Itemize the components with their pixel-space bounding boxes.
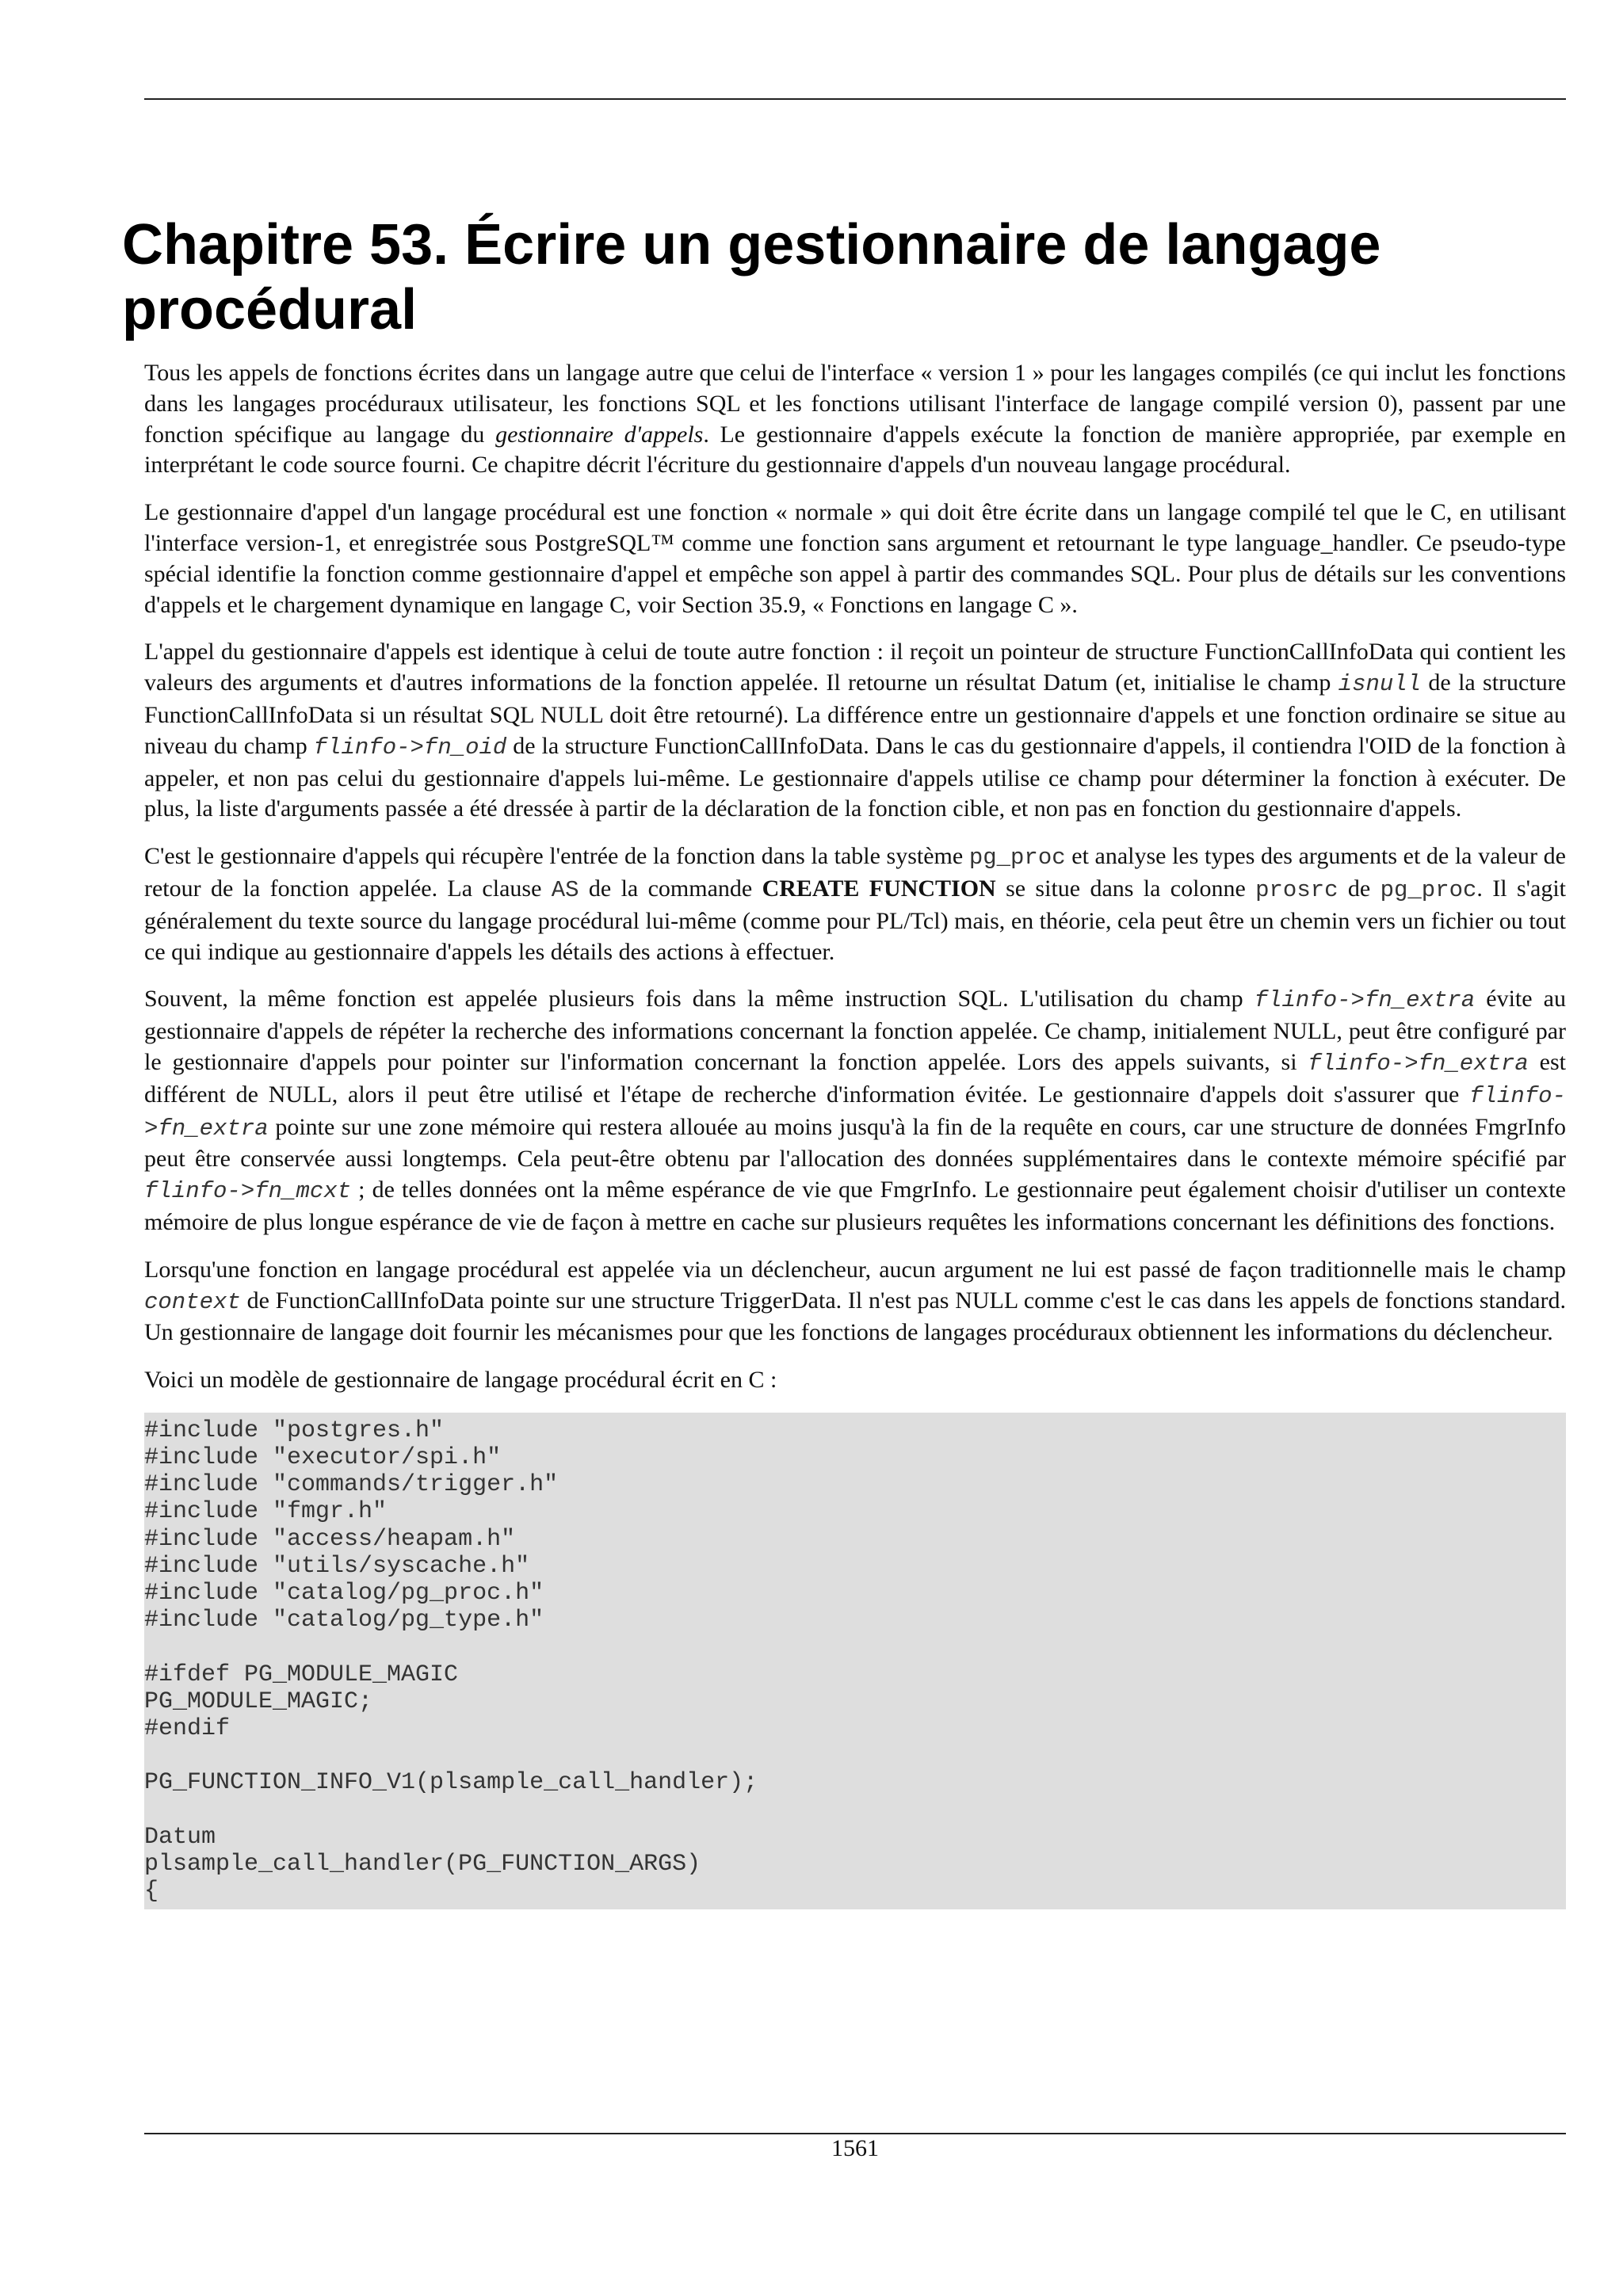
text-run: C'est le gestionnaire d'appels qui récupère l'entrée de la fonction dans la table système — [144, 843, 969, 870]
code-line: #include "commands/trigger.h" — [144, 1471, 559, 1499]
paragraph-pg-proc — [144, 841, 1566, 967]
code-line: plsample_call_handler(PG_FUNCTION_ARGS) — [144, 1850, 701, 1878]
code-line — [144, 1797, 1566, 1824]
text-run: Le gestionnaire d'appel d'un langage procédural est une fonction « normale » qui doit être écrite dans un langage compilé tel que le C, en utilisant l'interface version-1, et enregistrée sous PostgreSQL™ comme une fonction sans argument et retournant le type language_handler. Ce pseudo-type spécial identifie la fonction comme gestionnaire d'appel et empêche son appel à partir des commandes SQL. Pour plus de détails sur les conventions d'appels et le chargement dynamique en langage C, voir Section 35.9, « Fonctions en langage C ». — [144, 499, 1566, 618]
code-line: #include "catalog/pg_proc.h" — [144, 1580, 544, 1608]
text-run: est différent de NULL, alors il peut être utilisé et l'étape de recherche d'information évitée. Le gestionnaire d'appels doit s'assurer que — [144, 1048, 1566, 1108]
inline-code: prosrc — [1255, 876, 1338, 903]
code-line: #include "access/heapam.h" — [144, 1525, 516, 1553]
inline-code: isnull — [1338, 671, 1422, 698]
text-run: de FunctionCallInfoData pointe sur une structure TriggerData. Il n'est pas NULL comme c'est le cas dans les appels de fonctions standard. Un gestionnaire de langage doit fournir les mécanismes pour que les fonctions de langages procéduraux obtiennent les informations du déclencheur. — [144, 1287, 1566, 1346]
text-run: Tous les appels de fonctions écrites dans un langage autre que celui de l'interface « version 1 » pour les langages compilés (ce qui inclut les fonctions dans les langages procéduraux utilisateur, les fonctions SQL et les fonctions utilisant l'interface de langage compilé version 0), passent par une fonction spécifique au langage du — [144, 360, 1566, 448]
paragraph-call-mechanics — [144, 637, 1566, 825]
command-name: CREATE FUNCTION — [762, 875, 996, 902]
paragraph-sample-intro — [144, 1365, 1566, 1396]
code-listing — [144, 1413, 1566, 1909]
code-line: { — [144, 1878, 159, 1905]
paragraph-intro — [144, 358, 1566, 481]
text-run: de la commande — [579, 875, 762, 902]
inline-code: pg_proc — [968, 845, 1066, 871]
text-run: de la structure FunctionCallInfoData si un résultat SQL NULL doit être retourné). La différence entre un gestionnaire d'appels et une fonction ordinaire se situe au niveau du champ — [144, 669, 1567, 759]
text-run: évite au gestionnaire d'appels de répéter la recherche des informations concernant la fonction appelée. Ce champ, initialement NULL, peut être configuré par le gestionnaire d'appels pour pointer sur l'information concernant la fonction appelée. Lors des appels suivants, si — [144, 986, 1566, 1075]
inline-code: flinfo->fn_oid — [313, 734, 507, 761]
text-run: ; de telles données ont la même espérance de vie que FmgrInfo. Le gestionnaire peut également choisir d'utiliser un contexte mémoire de plus longue espérance de vie de façon à mettre en cache sur plusieurs requêtes les informations concernant les définitions des fonctions. — [144, 1177, 1566, 1235]
paragraph-trigger — [144, 1255, 1566, 1348]
inline-code: AS — [551, 876, 579, 903]
text-run: se situe dans la colonne — [995, 875, 1256, 902]
text-run: Lorsqu'une fonction en langage procédural est appelée via un déclencheur, aucun argument ne lui est passé de façon traditionnelle mais le champ — [144, 1256, 1566, 1283]
code-line: Datum — [144, 1823, 216, 1851]
text-run: Voici un modèle de gestionnaire de langage procédural écrit en C : — [144, 1367, 777, 1394]
code-line: #include "utils/syscache.h" — [144, 1552, 530, 1580]
text-run: pointe sur une zone mémoire qui restera allouée au moins jusqu'à la fin de la requête en cours, car une structure de données FmgrInfo peut être conservée aussi longtemps. Cela peut-être obtenu par l'allocation des données supplémentaires dans le contexte mémoire spécifié par — [144, 1113, 1566, 1173]
text-run: de la structure FunctionCallInfoData. Dans le cas du gestionnaire d'appels, il contiendra l'OID de la fonction à appeler, et non pas celui du gestionnaire d'appels lui-même. Le gestionnaire d'appels utilise ce champ pour déterminer la fonction à exécuter. De plus, la liste d'arguments passée a été dressée à partir de la déclaration de la fonction cible, et non pas en fonction du gestionnaire d'appels. — [144, 732, 1566, 822]
emphasis-term: gestionnaire d'appels — [495, 421, 704, 448]
inline-code: flinfo->fn_extra — [144, 1082, 1566, 1142]
text-run: Souvent, la même fonction est appelée plusieurs fois dans la même instruction SQL. L'utilisation du champ — [144, 986, 1254, 1013]
code-line: PG_MODULE_MAGIC; — [144, 1688, 373, 1715]
code-line: #include "fmgr.h" — [144, 1498, 388, 1526]
text-run: L'appel du gestionnaire d'appels est identique à celui de toute autre fonction : il reçoit un pointeur de structure FunctionCallInfoData qui contient les valeurs des arguments et d'autres informations de la fonction appelée. Il retourne un résultat Datum (et, initialise le champ — [144, 639, 1566, 696]
code-line: #include "catalog/pg_type.h" — [144, 1607, 544, 1634]
inline-code: flinfo->fn_extra — [1308, 1050, 1529, 1077]
chapter-body — [144, 358, 1566, 1909]
code-line: #endif — [144, 1714, 231, 1742]
text-run: . Il s'agit généralement du texte source du langage procédural lui-même (comme pour PL/Tcl) mais, en théorie, cela peut être un chemin vers un fichier ou tout ce qui indique au gestionnaire d'appels les détails des actions à effectuer. — [144, 875, 1567, 965]
inline-code: flinfo->fn_mcxt — [144, 1178, 352, 1205]
text-run: . Le gestionnaire d'appels exécute la fonction de manière appropriée, par exemple en interprétant le code source fourni. Ce chapitre décrit l'écriture du gestionnaire d'appels d'un nouveau langage procédural. — [144, 421, 1566, 479]
code-line — [144, 1742, 1566, 1769]
code-line: #include "executor/spi.h" — [144, 1444, 502, 1472]
paragraph-handler-definition — [144, 498, 1566, 620]
text-run: de — [1338, 875, 1381, 902]
text-run: et analyse les types des arguments et de la valeur de retour de la fonction appelée. La clause — [144, 843, 1566, 902]
page-number: 1561 — [831, 2135, 879, 2161]
inline-code: pg_proc — [1380, 876, 1477, 903]
inline-code: flinfo->fn_extra — [1254, 987, 1476, 1014]
code-line — [144, 1634, 1566, 1661]
inline-code: context — [144, 1288, 241, 1315]
code-line: #include "postgres.h" — [144, 1417, 445, 1444]
paragraph-fn-extra — [144, 984, 1566, 1238]
header-rule — [144, 98, 1566, 100]
code-line: PG_FUNCTION_INFO_V1(plsample_call_handler); — [144, 1769, 758, 1797]
chapter-title: Chapitre 53. Écrire un gestionnaire de langage procédural — [122, 213, 1381, 341]
code-line: #ifdef PG_MODULE_MAGIC — [144, 1661, 459, 1688]
